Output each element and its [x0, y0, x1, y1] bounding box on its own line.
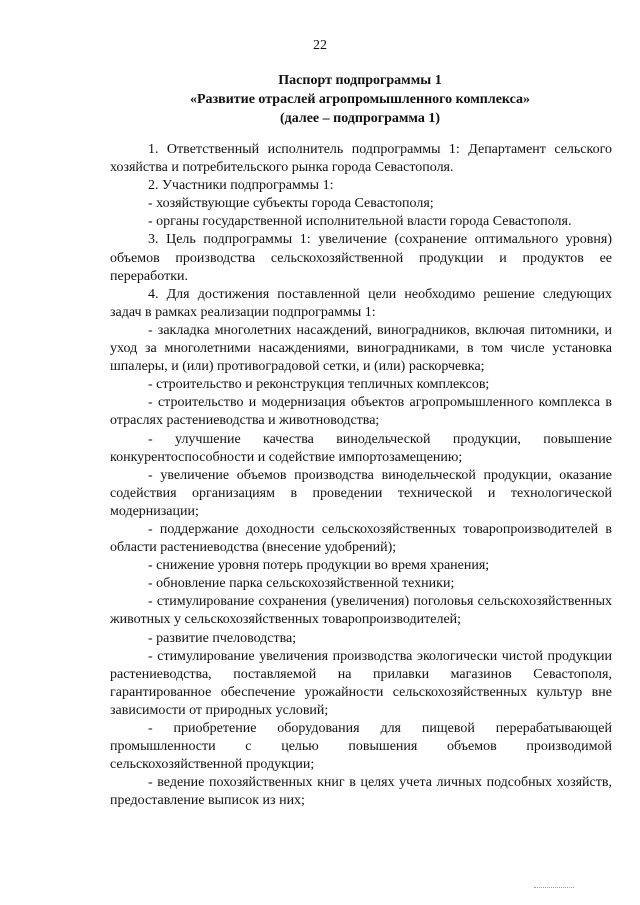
task-item: - увеличение объемов производства винодельческой продукции, оказание содействия организациям в проведении технической и технологической модернизации; — [110, 467, 612, 519]
task-item: - стимулирование сохранения (увеличения) поголовья сельскохозяйственных животных у сельскохозяйственных товаропроизводителей; — [110, 594, 612, 628]
task-item: - снижение уровня потерь продукции во время хранения; — [148, 558, 490, 574]
task-item: - обновление парка сельскохозяйственной техники; — [148, 576, 455, 592]
task-item: - приобретение оборудования для пищевой перерабатывающей промышленности с целью повышения объемов производимой сельскохозяйственной продукции; — [110, 721, 612, 773]
document-body — [110, 141, 612, 810]
task-item: - строительство и модернизация объектов агропромышленного комплекса в отраслях растениеводства и животноводства; — [110, 395, 612, 429]
paragraph-goal: 3. Цель подпрограммы 1: увеличение (сохранение оптимального уровня) объемов производства сельскохозяйственной продукции и продуктов ее переработки. — [110, 232, 612, 284]
title-line-1: Паспорт подпрограммы 1 — [278, 73, 442, 88]
title-line-3: (далее – подпрограмма 1) — [279, 111, 441, 126]
task-item: - стимулирование увеличения производства экологически чистой продукции растениеводства, поставляемой на прилавки магазинов Севастополя, гарантированное обеспечение урожайности сельскохозяйственных культур вне зависимости от природных условий; — [110, 648, 612, 718]
scan-artifact-divider — [534, 887, 574, 889]
title-line-2: «Развитие отраслей агропромышленного комплекса» — [189, 92, 531, 107]
paragraph-responsible: 1. Ответственный исполнитель подпрограммы 1: Департамент сельского хозяйства и потребительского рынка города Севастополя. — [110, 142, 612, 176]
participant-item: - хозяйствующие субъекты города Севастополя; — [148, 196, 434, 212]
participant-item: - органы государственной исполнительной власти города Севастополя. — [148, 214, 572, 230]
task-item: - развитие пчеловодства; — [148, 630, 297, 646]
task-item: - строительство и реконструкция тепличных комплексов; — [148, 377, 490, 393]
document-title — [110, 71, 610, 128]
task-item: - ведение похозяйственных книг в целях учета личных подсобных хозяйств, предоставление выписок из них; — [110, 775, 612, 809]
task-item: - закладка многолетних насаждений, виноградников, включая питомники, и уход за многолетними насаждениями, виноградниками, в том числе установка шпалеры, и (или) противоградовой сетки, и (или) раскорчевка; — [110, 322, 612, 375]
task-item: - улучшение качества винодельческой продукции, повышение конкурентоспособности и содействие импортозамещению; — [110, 431, 612, 465]
paragraph-participants: 2. Участники подпрограммы 1: — [148, 178, 334, 194]
task-item: - поддержание доходности сельскохозяйственных товаропроизводителей в области растениеводства (внесение удобрений); — [110, 521, 612, 556]
page-number: 22 — [313, 38, 327, 53]
paragraph-tasks: 4. Для достижения поставленной цели необходимо решение следующих задач в рамках реализации подпрограммы 1: — [110, 286, 612, 320]
